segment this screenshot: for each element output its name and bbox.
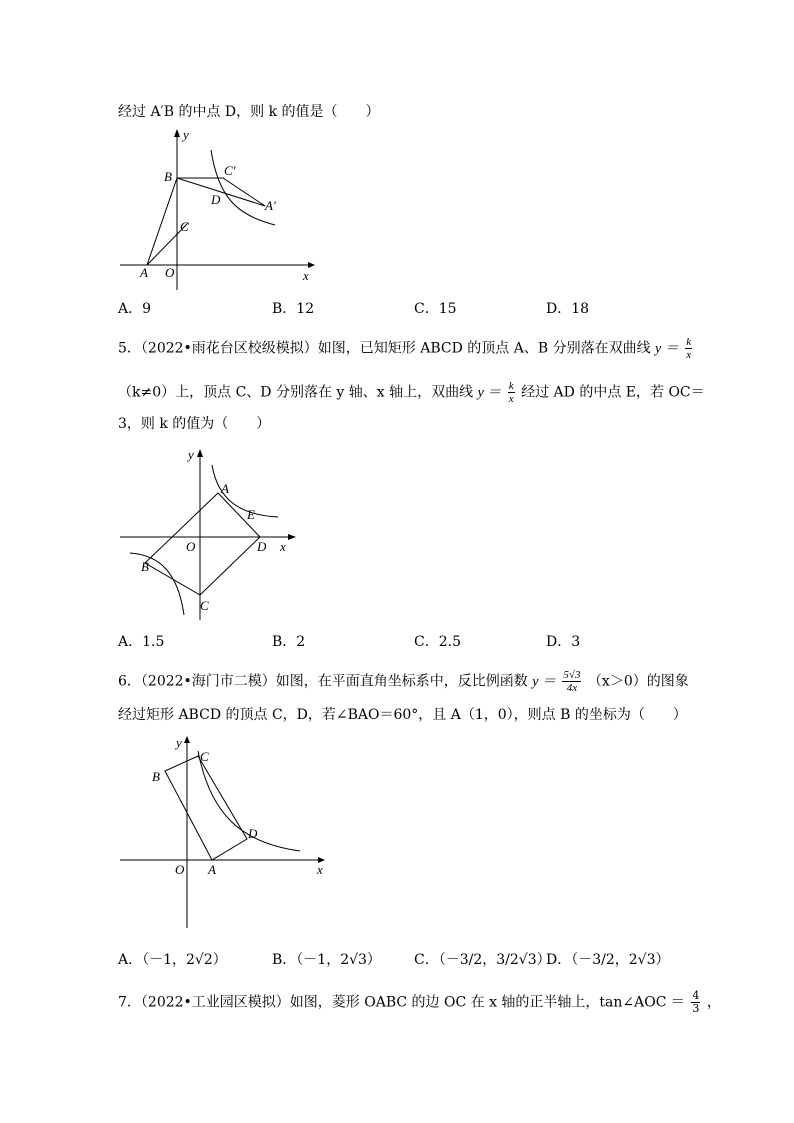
svg-text:x: x [317, 862, 323, 877]
q5-option-c: C．2.5 [414, 634, 461, 650]
q5-line-2: （k≠0）上，顶点 C、D 分别落在 y 轴、x 轴上，双曲线 y ＝ $\frac{k}{x}$ 经过 AD 的中点 E，若 OC＝ [118, 380, 705, 405]
q6-line-2: 经过矩形 ABCD 的顶点 C，D，若∠BAO＝60°，且 A（1，0），则点 B 的坐标为（ ） [118, 707, 687, 723]
q4-stem-end: 经过 A′B 的中点 D，则 k 的值是（ ） [118, 104, 380, 120]
q4-label-O: O [165, 265, 175, 280]
q4-option-b: B．12 [272, 301, 315, 317]
q4-option-a: A．9 [118, 301, 152, 317]
q5-option-a: A．1.5 [118, 634, 165, 650]
q4-label-y: y [183, 127, 189, 142]
svg-text:D: D [248, 826, 258, 841]
q5-line1-text: 5．（2022•雨花台区校级模拟）如图，已知矩形 ABCD 的顶点 A、B 分别落在双曲线 [118, 340, 651, 357]
svg-text:D: D [257, 539, 267, 554]
svg-text:A: A [221, 481, 229, 496]
q6-figure [110, 733, 330, 933]
svg-text:B: B [141, 559, 149, 574]
q4-label-A-prime: A′ [265, 198, 276, 213]
q5-line-1: 5．（2022•雨花台区校级模拟）如图，已知矩形 ABCD 的顶点 A、B 分别落在双曲线 y ＝ $\frac{k}{x}$ [118, 336, 692, 361]
q4-label-B: B [164, 169, 172, 184]
q5-rectangle [145, 493, 260, 595]
q4-label-C: C [180, 219, 189, 234]
q4-label-D: D [211, 192, 221, 207]
q5-figure [110, 445, 310, 625]
q5-line-3: 3，则 k 的值为（ ） [118, 416, 271, 432]
svg-text:y: y [188, 447, 194, 462]
q5-option-d: D．3 [546, 634, 581, 650]
svg-text:B: B [152, 769, 160, 784]
q6-option-c: C．（－3/2，3/2√3） [414, 952, 551, 968]
q4-option-d: D．18 [546, 301, 590, 317]
q4-option-c: C．15 [414, 301, 457, 317]
svg-text:E: E [247, 507, 255, 522]
svg-text:C: C [200, 598, 209, 613]
q6-option-d: D．（－3/2，2√3） [546, 952, 670, 968]
svg-text:y: y [176, 735, 182, 750]
q5-fraction: $\frac{k}{x}$ [686, 336, 692, 361]
q6-line-1: 6．（2022•海门市二模）如图，在平面直角坐标系中，反比例函数 y ＝ $\frac{5√3}{4x}$ （x＞0）的图象 [118, 669, 689, 694]
svg-text:O: O [175, 862, 185, 877]
q4-figure [110, 125, 320, 295]
svg-text:x: x [280, 539, 286, 554]
q4-hyperbola [211, 150, 275, 225]
q6-option-b: B．（－1，2√3） [272, 952, 381, 968]
q4-label-A: A [140, 265, 148, 280]
q6-fraction: $\frac{5√3}{4x}$ [563, 669, 581, 694]
svg-text:C: C [200, 749, 209, 764]
q5-option-b: B．2 [272, 634, 306, 650]
q4-label-C-prime: C′ [224, 163, 236, 178]
svg-text:O: O [186, 539, 196, 554]
svg-text:A: A [208, 862, 216, 877]
q4-label-x: x [303, 268, 309, 283]
q7-line-1: 7．（2022•工业园区模拟）如图，菱形 OABC 的边 OC 在 x 轴的正半轴上，tan∠AOC ＝ $\frac{4}{3}$ ， [118, 989, 721, 1015]
q6-option-a: A．（－1，2√2） [118, 952, 227, 968]
